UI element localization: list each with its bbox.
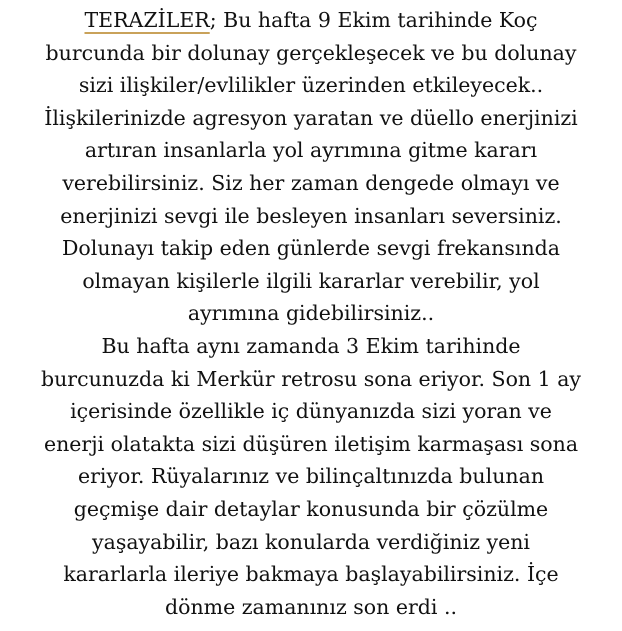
text-line: sizi ilişkiler/evlilikler üzerinden etkileyecek.. xyxy=(78,73,544,98)
text-line: ayrımına gidebilirsiniz.. xyxy=(187,301,435,326)
text-line: kararlarla ileriye bakmaya başlayabilirsiniz. İçe xyxy=(63,562,559,587)
text-line: yaşayabilir, bazı konularda verdiğiniz yeni xyxy=(92,529,530,554)
text-line: olmayan kişilerle ilgili kararlar verebilir, yol xyxy=(82,268,540,293)
text-line: Bu hafta aynı zamanda 3 Ekim tarihinde xyxy=(101,333,521,358)
text-line: İlişkilerinizde agresyon yaratan ve düello enerjinizi xyxy=(44,105,578,130)
text-line-content: ; Bu hafta 9 Ekim tarihinde Koç xyxy=(209,8,538,32)
text-line: Dolunayı takip eden günlerde sevgi frekansında xyxy=(61,236,560,261)
zodiac-heading: TERAZİLER xyxy=(84,8,210,32)
text-line: eriyor. Rüyalarınız ve bilinçaltınızda bulunan xyxy=(77,464,545,489)
text-line: enerji olatakta sizi düşüren iletişim karmaşası sona xyxy=(43,431,579,456)
text-line xyxy=(0,4,622,37)
text-line: artıran insanlarla yol ayrımına gitme kararı xyxy=(84,138,538,163)
text-line: geçmişe dair detaylar konusunda bir çözülme xyxy=(73,496,549,521)
text-line: burcunda bir dolunay gerçekleşecek ve bu dolunay xyxy=(45,40,577,65)
text-line: içerisinde özellikle iç dünyanızda sizi yoran ve xyxy=(70,399,552,424)
text-line: enerjinizi sevgi ile besleyen insanları seversiniz. xyxy=(60,203,562,228)
text-line: verebilirsiniz. Siz her zaman dengede olmayı ve xyxy=(62,170,560,195)
horoscope-text xyxy=(0,4,622,623)
text-line: burcunuzda ki Merkür retrosu sona eriyor. Son 1 ay xyxy=(40,366,582,391)
text-line: dönme zamanınız son erdi .. xyxy=(164,594,457,619)
